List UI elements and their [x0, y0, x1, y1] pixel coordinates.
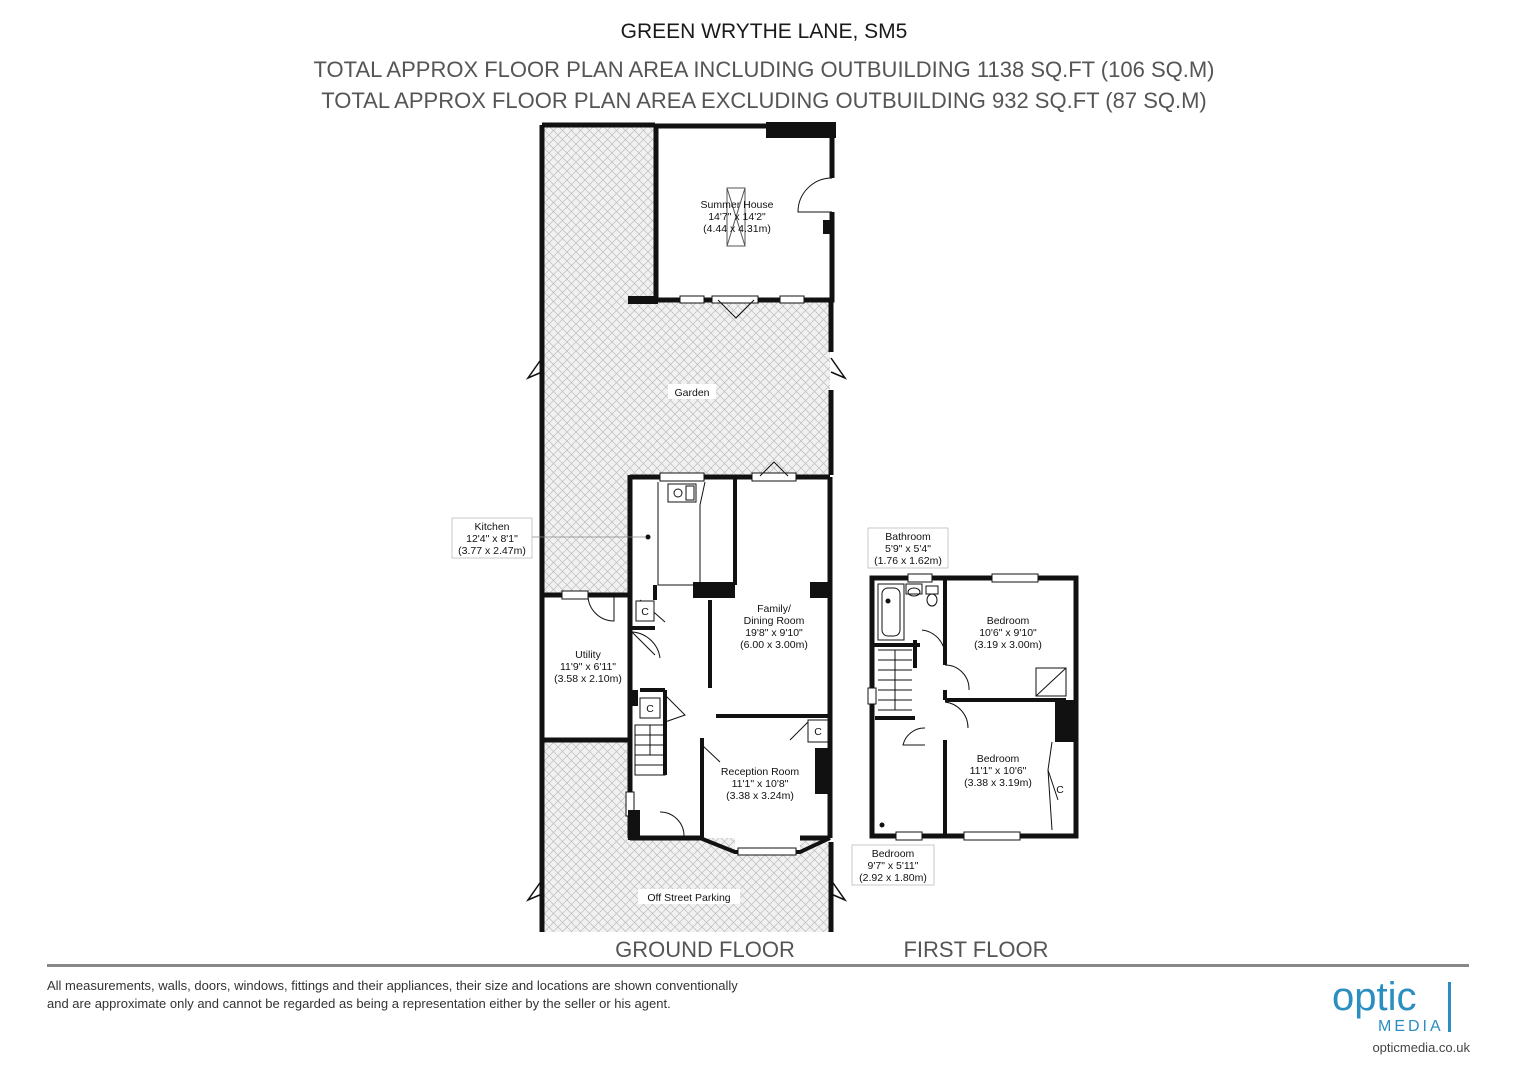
- svg-text:Garden: Garden: [674, 387, 710, 399]
- svg-text:9'7" x 5'11": 9'7" x 5'11": [867, 860, 919, 872]
- svg-text:Off Street Parking: Off Street Parking: [647, 892, 731, 904]
- garden-label: [668, 384, 716, 399]
- disclaimer: All measurements, walls, doors, windows, fittings and their appliances, their size and locations are shown conventionally and are approximate only and cannot be regarded as being a representation either by the seller or his agent.: [47, 978, 738, 1012]
- logo-main-text: optic: [1332, 975, 1417, 1019]
- svg-text:(3.58 x 2.10m): (3.58 x 2.10m): [554, 673, 622, 685]
- optic-media-logo: [1330, 974, 1470, 1034]
- svg-text:(4.44 x 4.31m): (4.44 x 4.31m): [703, 223, 771, 235]
- summer-house-label: [701, 199, 774, 235]
- kitchen-label: [452, 518, 532, 558]
- svg-text:11'1" x 10'6": 11'1" x 10'6": [969, 765, 1027, 777]
- svg-text:5'9" x 5'4": 5'9" x 5'4": [885, 543, 931, 555]
- area-excluding-outbuilding: TOTAL APPROX FLOOR PLAN AREA EXCLUDING OUTBUILDING 932 SQ.FT (87 SQ.M): [321, 88, 1207, 113]
- svg-text:(3.19 x 3.00m): (3.19 x 3.00m): [974, 639, 1042, 651]
- family-dining-label: [740, 603, 808, 651]
- svg-text:Bedroom: Bedroom: [871, 848, 915, 860]
- svg-text:Reception Room: Reception Room: [720, 766, 800, 778]
- cupboard-label: C: [646, 703, 654, 715]
- svg-text:(3.38 x 3.19m): (3.38 x 3.19m): [964, 777, 1032, 789]
- footer-divider: [47, 964, 1469, 967]
- svg-text:(3.38 x 3.24m): (3.38 x 3.24m): [726, 790, 794, 802]
- svg-text:Bedroom: Bedroom: [986, 615, 1030, 627]
- svg-text:12'4" x 8'1": 12'4" x 8'1": [466, 533, 518, 545]
- website-url: opticmedia.co.uk: [1372, 1040, 1470, 1055]
- logo-sub-text: MEDIA: [1378, 1018, 1444, 1034]
- cupboard-label: C: [814, 726, 822, 738]
- svg-text:(3.77 x 2.47m): (3.77 x 2.47m): [458, 545, 526, 557]
- ground-floor-label: GROUND FLOOR: [615, 937, 795, 960]
- bedroom-1-label: [974, 615, 1042, 651]
- parking-label: [638, 889, 740, 904]
- svg-text:Kitchen: Kitchen: [474, 521, 510, 533]
- svg-text:Family/: Family/: [757, 603, 791, 615]
- svg-text:Summer House: Summer House: [700, 199, 774, 211]
- svg-text:14'7" x 14'2": 14'7" x 14'2": [708, 211, 766, 223]
- svg-text:10'6" x 9'10": 10'6" x 9'10": [979, 627, 1037, 639]
- utility-label: [554, 649, 622, 685]
- svg-text:Bedroom: Bedroom: [976, 753, 1020, 765]
- svg-text:11'1" x 10'8": 11'1" x 10'8": [731, 778, 789, 790]
- svg-text:Utility: Utility: [575, 649, 601, 661]
- svg-text:(1.76 x 1.62m): (1.76 x 1.62m): [874, 555, 942, 567]
- ground-floor-plan: [452, 122, 845, 932]
- plan-title: GREEN WRYTHE LANE, SM5: [620, 20, 908, 43]
- svg-text:Bathroom: Bathroom: [885, 531, 931, 543]
- cupboard-label: C: [641, 606, 649, 618]
- first-floor-plan: [852, 528, 1076, 885]
- cupboard-label: C: [1056, 784, 1064, 796]
- svg-text:Dining Room: Dining Room: [743, 615, 805, 627]
- svg-text:(2.92 x 1.80m): (2.92 x 1.80m): [859, 872, 927, 884]
- reception-room-label: [721, 766, 799, 802]
- bedroom-2-label: [964, 753, 1032, 789]
- bedroom-3-label: [852, 845, 934, 885]
- svg-text:19'8" x 9'10": 19'8" x 9'10": [745, 627, 803, 639]
- garden-area: [542, 125, 830, 595]
- svg-text:11'9" x 6'11": 11'9" x 6'11": [559, 661, 617, 673]
- bathroom-label: [868, 528, 948, 568]
- area-including-outbuilding: TOTAL APPROX FLOOR PLAN AREA INCLUDING OUTBUILDING 1138 SQ.FT (106 SQ.M): [313, 57, 1215, 82]
- first-floor-label: FIRST FLOOR: [903, 937, 1049, 960]
- svg-text:(6.00 x 3.00m): (6.00 x 3.00m): [740, 639, 808, 651]
